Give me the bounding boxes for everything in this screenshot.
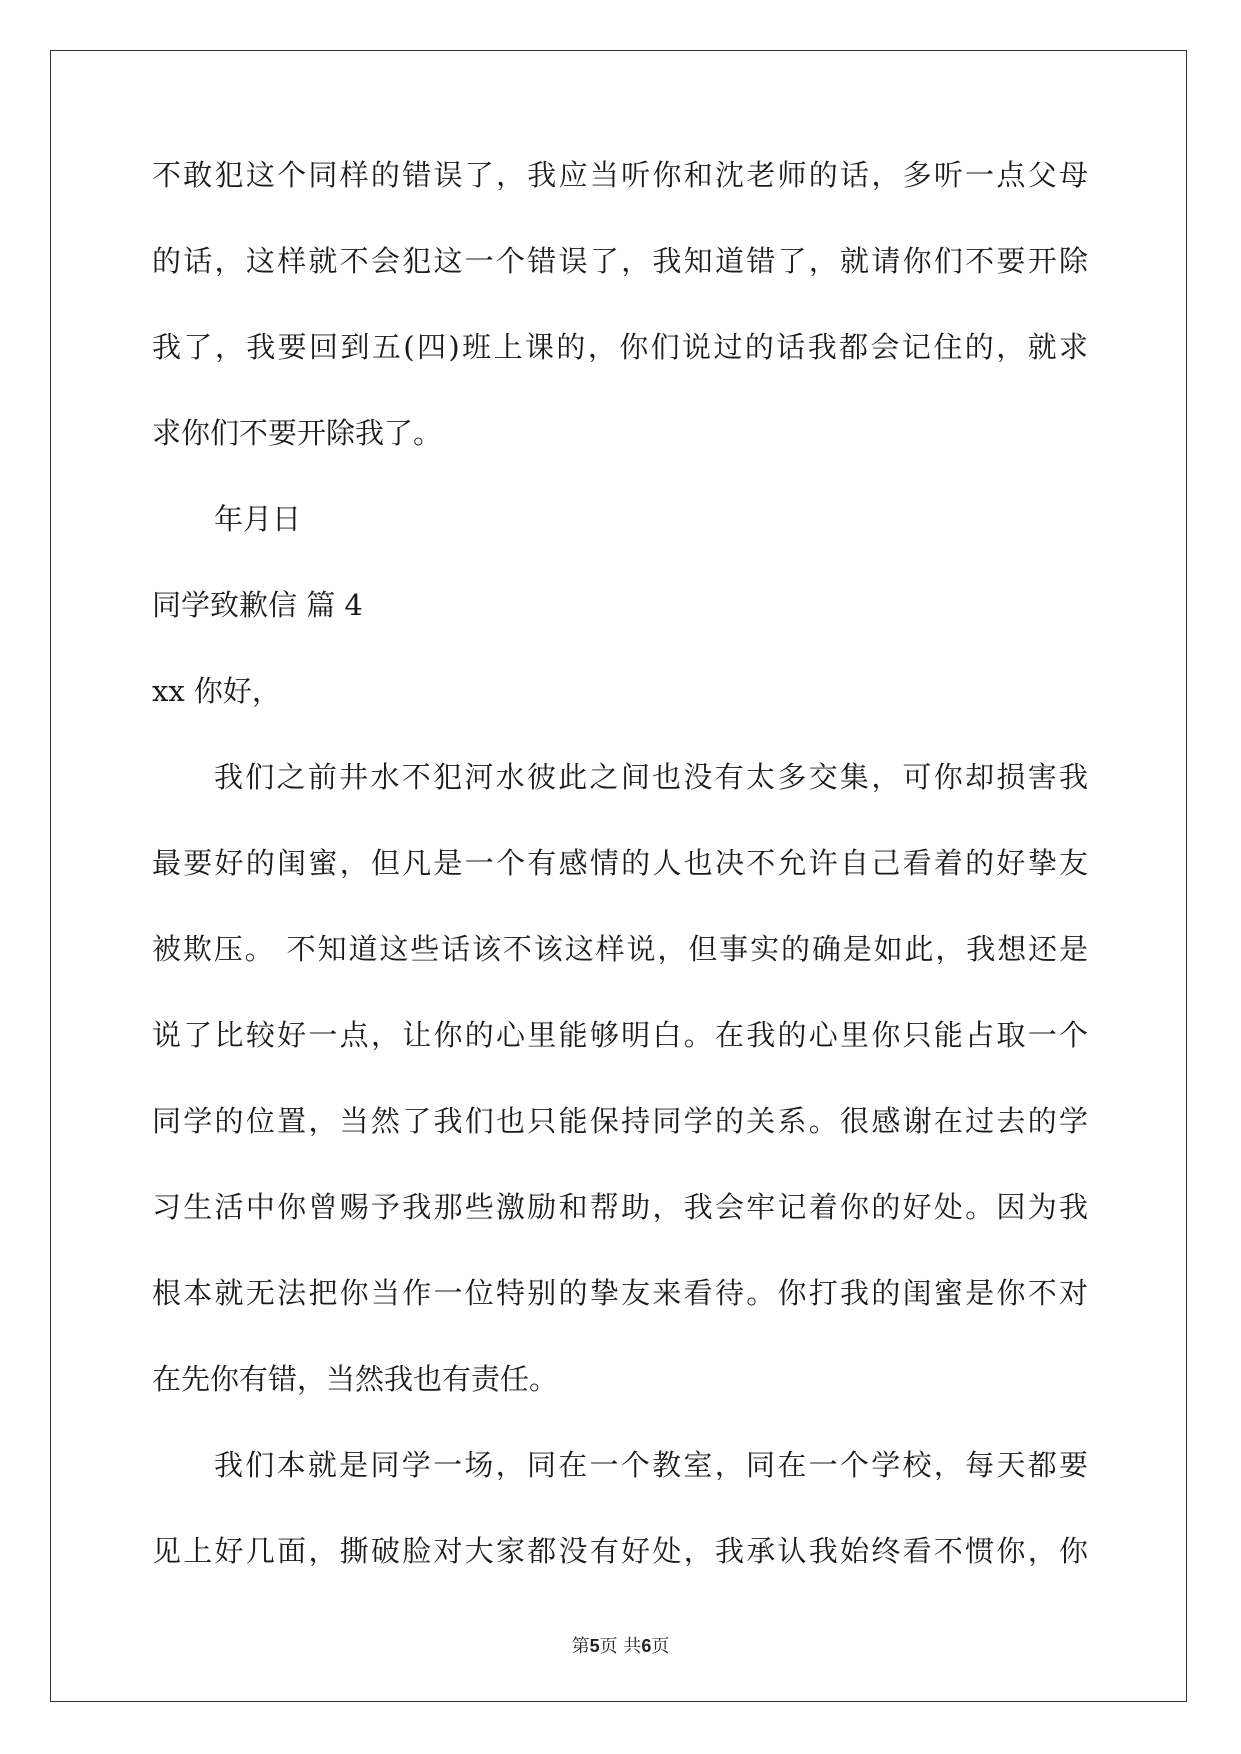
text-line-13: 习生活中你曾赐予我那些激励和帮助，我会牢记着你的好处。因为我 xyxy=(152,1192,1088,1222)
text-line-12: 同学的位置，当然了我们也只能保持同学的关系。很感谢在过去的学 xyxy=(152,1106,1088,1136)
text-line-2: 的话，这样就不会犯这一个错误了，我知道错了，就请你们不要开除 xyxy=(152,246,1088,276)
footer-prefix: 第 xyxy=(571,1636,590,1657)
document-body xyxy=(152,160,1088,1622)
text-line-17: 见上好几面，撕破脸对大家都没有好处，我承认我始终看不惯你，你 xyxy=(152,1536,1088,1566)
text-line-16: 我们本就是同学一场，同在一个教室，同在一个学校，每天都要 xyxy=(214,1450,1088,1480)
page-footer xyxy=(0,1632,1241,1658)
text-line-15: 在先你有错，当然我也有责任。 xyxy=(152,1362,559,1396)
text-line-4: 求你们不要开除我了。 xyxy=(152,416,443,450)
salutation: xx 你好， xyxy=(152,674,281,708)
text-line-11: 说了比较好一点，让你的心里能够明白。在我的心里你只能占取一个 xyxy=(152,1020,1088,1050)
text-line-1: 不敢犯这个同样的错误了，我应当听你和沈老师的话，多听一点父母 xyxy=(152,160,1088,190)
text-line-8: 我们之前井水不犯河水彼此之间也没有太多交集，可你却损害我 xyxy=(214,762,1088,792)
text-line-9: 最要好的闺蜜，但凡是一个有感情的人也决不允许自己看着的好挚友 xyxy=(152,848,1088,878)
text-line-10: 被欺压。 不知道这些话该不该这样说，但事实的确是如此，我想还是 xyxy=(152,934,1088,964)
footer-mid: 页 共 xyxy=(599,1636,642,1657)
section-heading: 同学致歉信 篇 4 xyxy=(152,588,363,622)
footer-total-pages: 6 xyxy=(641,1636,652,1656)
footer-suffix: 页 xyxy=(651,1636,670,1657)
date-line: 年月日 xyxy=(214,502,302,536)
text-line-14: 根本就无法把你当作一位特别的挚友来看待。你打我的闺蜜是你不对 xyxy=(152,1278,1088,1308)
footer-current-page: 5 xyxy=(589,1636,600,1656)
text-line-3: 我了，我要回到五(四)班上课的，你们说过的话我都会记住的，就求 xyxy=(152,332,1088,362)
